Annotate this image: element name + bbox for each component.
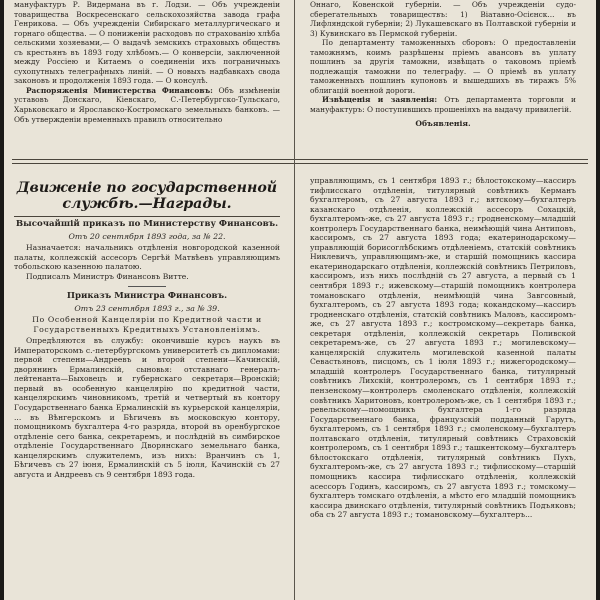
right-top-label: Извѣщенія и заявленія: bbox=[322, 95, 438, 105]
right-bottom-block bbox=[310, 176, 576, 520]
right-top-paragraph bbox=[310, 95, 576, 114]
order1-date: Отъ 20 сентября 1893 года, за № 22. bbox=[68, 231, 226, 241]
order2-body: Опредѣляются въ службу: окончившіе курсъ наукъ въ Императорскомъ с.-петербургскомъ университетѣ съ дипломами: первой степени—Андреевъ и второй степени—Качинскій, дворянинъ Ермалинскій, сыновья: отставнаго генералъ-лейтенанта—Быховецъ и губернскаго секретаря—Вронскій; первый въ особенную канцелярію по кредитной части, канцелярскимъ чиновникомъ, третій и четвертый въ контору Государственнаго банка Ермалинскій въ курьерской канцеляріи, ... въ Вѣнгерскомъ и Бѣгичевъ въ московскую контору, помощникомъ бухгалтера 4-го разряда, второй въ оренбургское отдѣленіе сего банка, секретаремъ, и послѣдній въ симбирское отдѣленіе Государственнаго Дворянскаго земельнаго банка, канцелярскимъ служителемъ, изъ нихъ: Вранчинъ съ 1, Бѣгичевъ съ 27 іюня, Ермалинскій съ 5 іюля, Качинскій съ 27 августа и Андреевъ съ 9 сентября 1893 года. bbox=[14, 336, 280, 479]
column-divider bbox=[294, 0, 295, 600]
order1-title: Высочайшій приказъ по Министерству Финансовъ. bbox=[15, 219, 279, 229]
right-bottom-text: управляющимъ, съ 1 сентября 1893 г.; бѣлостокскому—кассиръ тифлисскаго отдѣленія, титулярный совѣтникъ Керманъ бухгалтеромъ, съ 27 августа 1893 г.; вятскому—бухгалтеръ казанскаго отдѣленія, коллежскій ассесоръ Сохацкій, бухгалтеромъ-же, съ 27 августа 1893 г.; гродненскому—младшій контролеръ Государственнаго банка, неимѣющій чина Антиповъ, кассиромъ, съ 27 августа 1893 года; екатеринодарскому—управляющій борисоглѣбскимъ отдѣленіемъ, статскій совѣтникъ Никлевичъ, управляющимъ-же, и старшій помощникъ кассира екатеринодарскаго отдѣленія, коллежскій совѣтникъ Петриловъ, кассиромъ, изъ нихъ послѣдній съ 27 августа, а первый съ 1 сентября 1893 г.; ижевскому—старшій помощникъ контролера томановскаго отдѣленія, неимѣющій чина Завгсовный, бухгалтеромъ, съ 27 августа 1893 года; кокандскому—кассиръ гродненскаго отдѣленія, статскій совѣтникъ Маловъ, кассиромъ-же, съ 27 августа 1893 г.; костромскому—секретарь банка, секретаря отдѣленія, коллежскій секретарь Поливской секретаремъ-же, съ 27 августа 1893 г.; могилевскому—канцелярскій служитель могилевской казенной палаты Севастьяновъ, писцомъ, съ 1 іюля 1893 г.; нижегородскому—младшій контролеръ Государственнаго банка, титулярный совѣтникъ Лихскій, контролеромъ, съ 1 сентября 1893 г.; пензенскому—контролеръ смоленскаго отдѣленія, коллежскій совѣтникъ Харитоновъ, контролеромъ-же, съ 1 сентября 1893 г.; ревельскому—помощникъ бухгалтера 1-го разряда Государственнаго банка, французскій подданный Гарутъ, бухгалтеромъ, съ 1 сентября 1893 г.; смоленскому—бухгалтеръ полтавскаго отдѣленія, титулярный совѣтникъ Страховскій контролеромъ, съ 1 сентября 1893 г.; ташкентскому—бухгалтеръ бѣлостокскаго отдѣленія, титулярный совѣтникъ Пухъ, бухгалтеромъ-же, съ 27 августа 1893 г.; тифлисскому—старшій помощникъ кассира тифлисскаго отдѣленія, коллежскій асессоръ Годинъ, кассиромъ, съ 27 августа 1893 г.; томскому—бухгалтеръ томскаго отдѣленія, а мѣсто его младшій помощникъ кассира двинскаго отдѣленія, титулярный совѣтникъ Подъяковъ; оба съ 27 августа 1893 г.; томановскому—бухгалтеръ... bbox=[310, 176, 576, 520]
heading-rule bbox=[14, 216, 280, 217]
left-top-label-text: Объ измѣненіи уставовъ Донскаго, Кіевскаго, С.-Петербургско-Тульскаго, Харьковскаго и Ярославско-Костромскаго земельныхъ банковъ. — Объ утвержденіи временныхъ правилъ относительно bbox=[14, 85, 280, 124]
right-top-block bbox=[310, 0, 576, 128]
right-top-text-2: По департаменту таможенныхъ сборовъ: О предоставленіи таможнямъ, коимъ разрѣшены пріемъ авансовъ въ уплату пошлинъ за другія таможни, извѣщать о таковомъ пріемѣ подлежащія таможни по телеграфу. — О пріемѣ въ уплату таможенныхъ пошлинъ купоновъ и вышедшихъ въ тиражъ 5% облигацій военной дороги. bbox=[310, 38, 576, 95]
left-column bbox=[14, 0, 280, 600]
right-column bbox=[310, 0, 576, 600]
newspaper-page bbox=[4, 0, 596, 600]
announcements-stub: Объявленія. bbox=[415, 118, 471, 128]
order2-title: Приказъ Министра Финансовъ. bbox=[66, 291, 228, 302]
right-top-label-text: Отъ департамента торговли и мануфактуръ: О поступившихъ прошеніяхъ на выдачу привилегій. bbox=[310, 95, 576, 115]
left-top-label: Распоряженія Министерства Финансовъ: bbox=[26, 85, 213, 95]
main-heading: Движеніе по государственной службѣ.—Награды. bbox=[16, 180, 278, 212]
order1-body: Назначается: начальникъ отдѣленія новгородской казенной палаты, коллежскій ассесоръ Сергѣй Матвѣевъ управляющимъ тобольскою казенною палатою. bbox=[14, 243, 280, 272]
order2-dept: По Особенной Канцеляріи по Кредитной части и Государственныхъ Кредитныхъ Установленіямъ. bbox=[32, 315, 262, 334]
left-top-text: мануфактуръ Р. Видермана въ г. Лодзи. — Объ учрежденіи товарищества Воскресенскаго сельскохозяйства завода графа Генрикова. — Объ учрежденіи Сибирскаго металлургическаго и горнаго общества. — О пониженіи расходовъ по страхованію хлѣба сельскими хозяевами,— О выдачѣ земскихъ страховыхъ обществъ съ крестьянъ въ 1893 году хлѣбомъ.— О конверсіи, заключенной между Россіею и Китаемъ о соединеніи ихъ пограничныхъ сухопутныхъ телеграфныхъ линій. — О новыхъ надбавкахъ свода законовъ и продолженія 1893 года. — О консулѣ. bbox=[14, 0, 280, 86]
left-bottom-block bbox=[14, 171, 280, 479]
order2-date: Отъ 23 сентября 1893 г., за № 39. bbox=[74, 303, 220, 313]
order1-signed: Подписалъ Министръ Финансовъ Витте. bbox=[26, 271, 189, 281]
right-top-text-1: Оннаго, Ковенской губерніи. — Объ учрежденіи судо-сберегательныхъ товариществъ: 1) Віатавно-Осієнск... въ Лифляндской губерніи; 2) Лукашевскаго въ Полтавской губерніи и 3) Кувинскаго въ Пермской губерніи. bbox=[310, 0, 576, 38]
left-top-paragraph bbox=[14, 86, 280, 124]
order-separator bbox=[128, 286, 166, 287]
left-top-block bbox=[14, 0, 280, 124]
